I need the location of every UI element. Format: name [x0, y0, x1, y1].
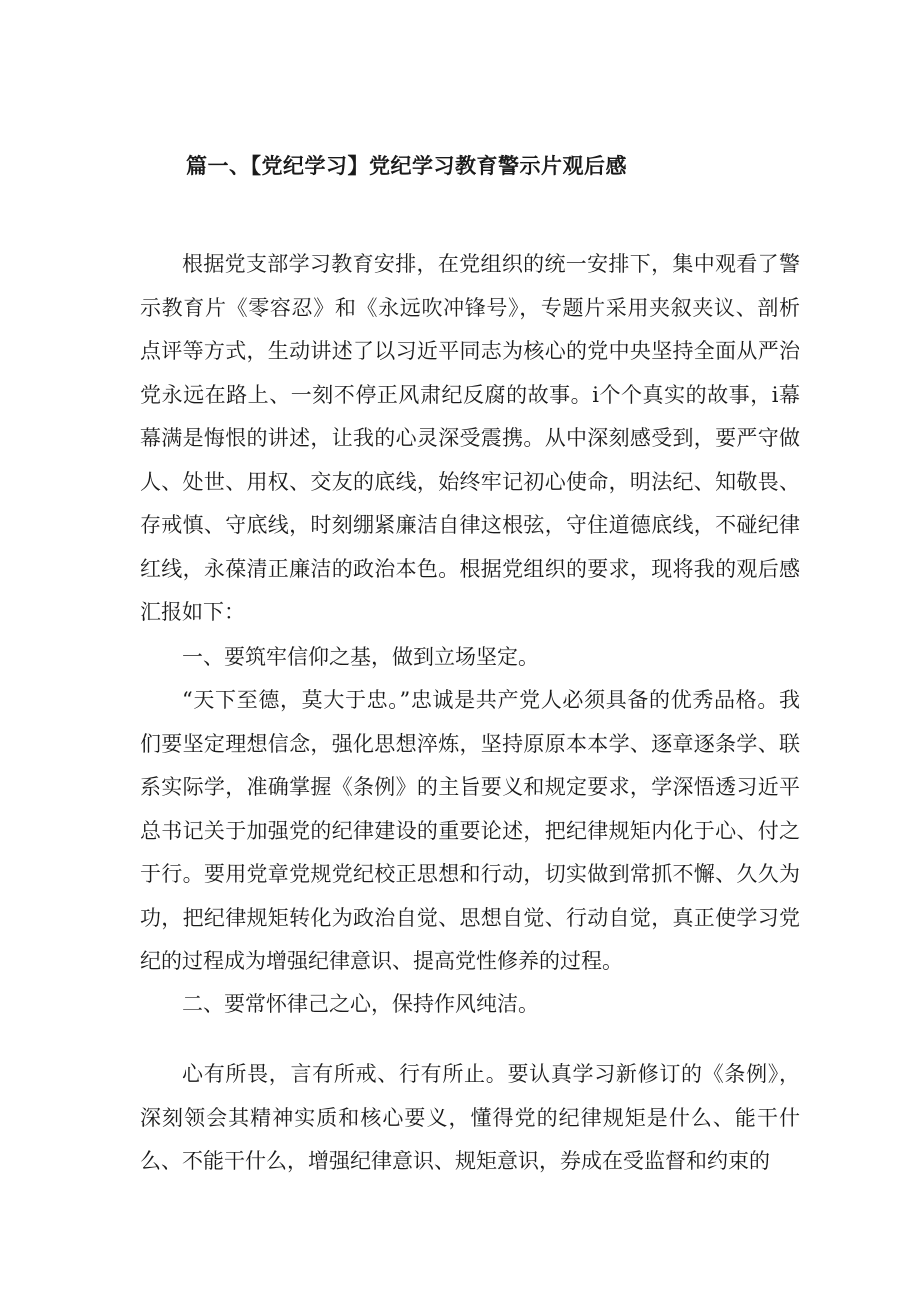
paragraph-intro: 根据党支部学习教育安排，在党组织的统一安排下，集中观看了警示教育片《零容忍》和《永远吹冲锋号》，专题片采用夹叙夹议、剖析点评等方式，生动讲述了以习近平同志为核心的党中央坚持全面从严治党永远在路上、一刻不停正风肃纪反腐的故事。i个个真实的故事，i幕幕满是悔恨的讲述，让我的心灵深受震携。从中深刻感受到，要严守做人、处世、用权、交友的底线，始终牢记初心使命，明法纪、知敬畏、存戒慎、守底线，时刻绷紧廉洁自律这根弦，守住道德底线，不碰纪律红线，永葆清正廉洁的政治本色。根据党组织的要求，现将我的观后感汇报如下： — [140, 252, 800, 624]
section-heading-1: 一、要筑牢信仰之基，做到立场坚定。 — [182, 645, 539, 669]
section-heading-2: 二、要常怀律己之心，保持作风纯洁。 — [182, 992, 539, 1016]
paragraph-self-discipline: 心有所畏，言有所戒、行有所止。要认真学习新修订的《条例》，深刻领会其精神实质和核心要义，懂得党的纪律规矩是什么、能干什么、不能干什么，增强纪律意识、规矩意识，券成在受监督和约束的 — [140, 1062, 800, 1173]
document-title: 篇一、【党纪学习】党纪学习教育警示片观后感 — [186, 153, 627, 178]
paragraph-loyalty: “天下至德，莫大于忠。”忠诚是共产党人必须具备的优秀品格。我们要坚定理想信念，强化思想淬炼，坚持原原本本学、逐章逐条学、联系实际学，准确掌握《条例》的主旨要义和规定要求，学深悟透习近平总书记关于加强党的纪律建设的重要论述，把纪律规矩内化于心、付之于行。要用党章党规党纪校正思想和行动，切实做到常抓不懈、久久为功，把纪律规矩转化为政治自觉、思想自觉、行动自觉，真正使学习党纪的过程成为增强纪律意识、提高党性修养的过程。 — [140, 688, 800, 973]
